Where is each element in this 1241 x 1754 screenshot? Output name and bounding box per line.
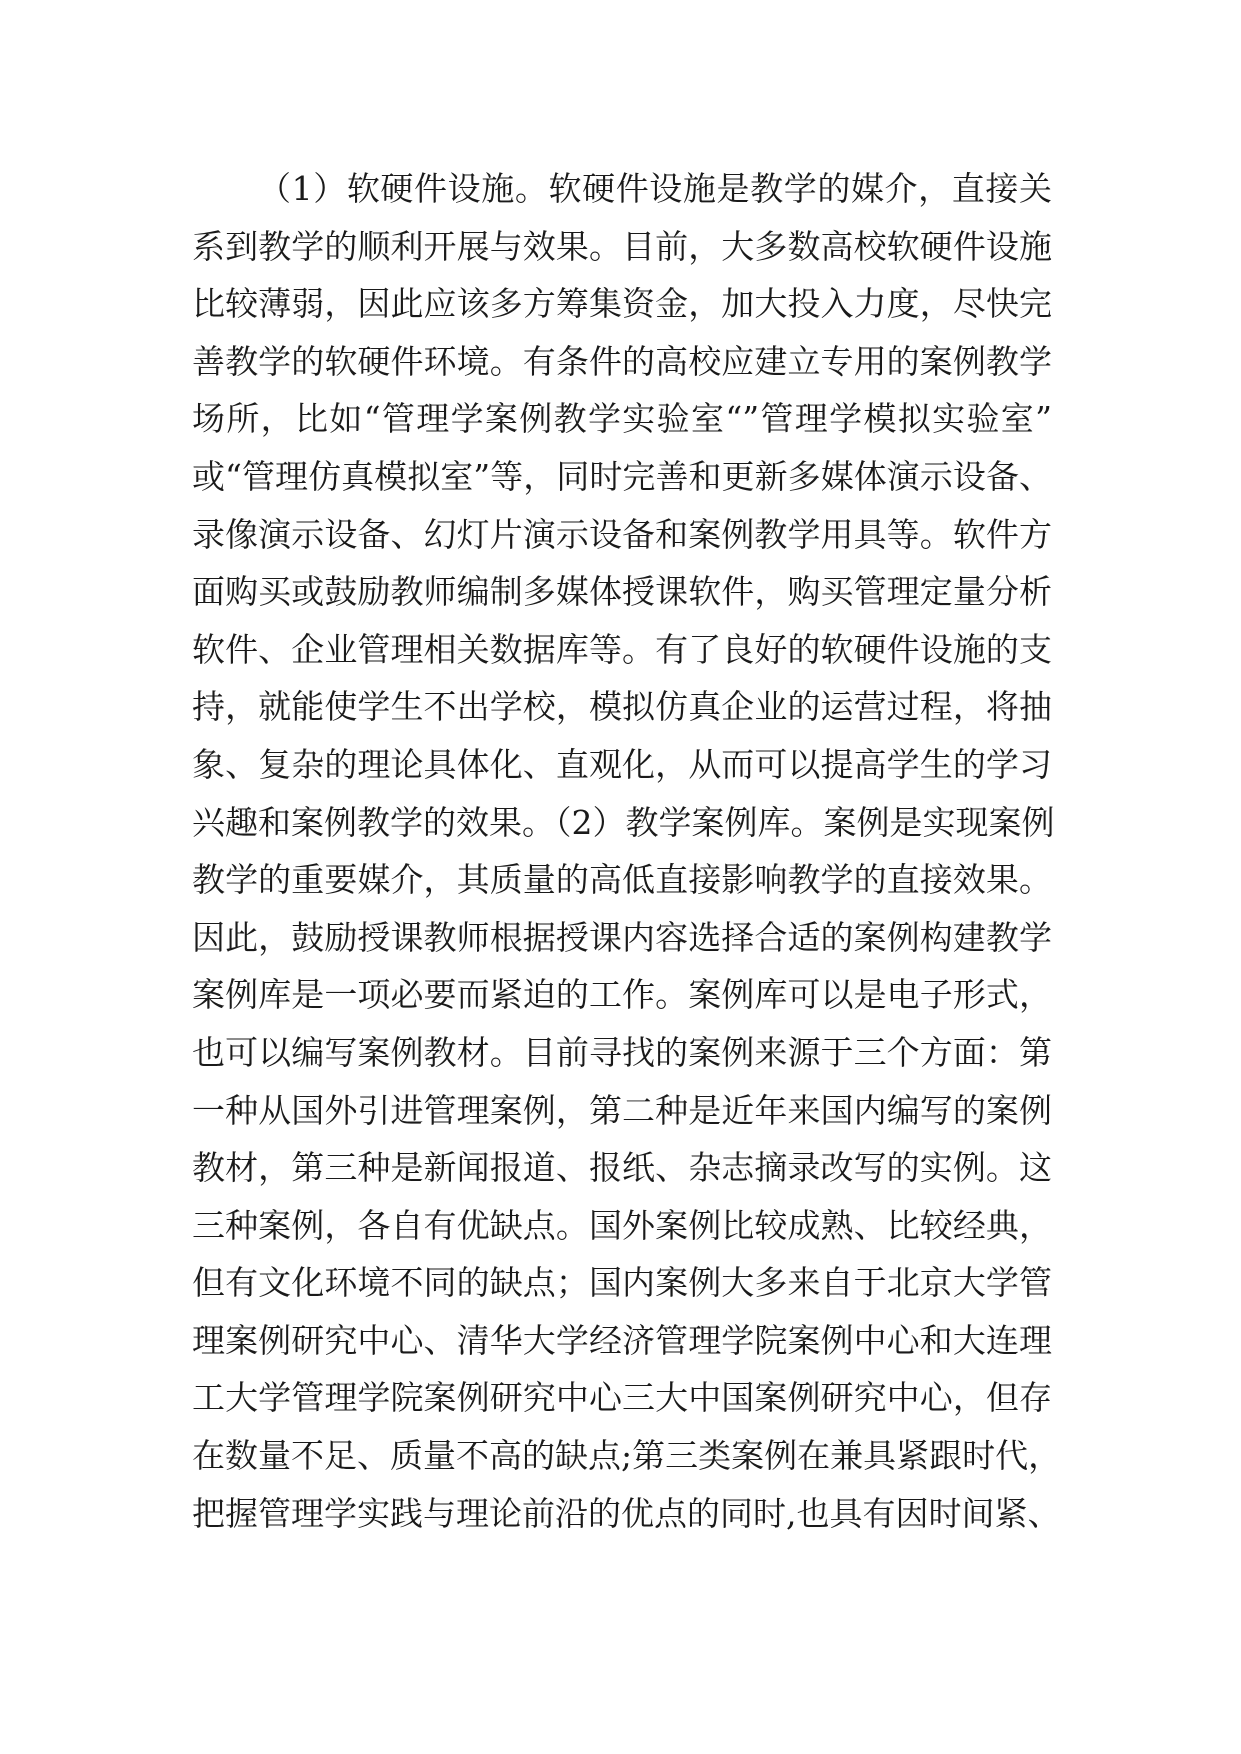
text-line: 教学的重要媒介，其质量的高低直接影响教学的直接效果。: [192, 860, 1052, 900]
text-line: 但有文化环境不同的缺点；国内案例大多来自于北京大学管: [192, 1263, 1052, 1303]
body-text: [192, 160, 1062, 1542]
text-line: 善教学的软硬件环境。有条件的高校应建立专用的案例教学: [192, 341, 1052, 381]
text-line: 比较薄弱，因此应该多方筹集资金，加大投入力度，尽快完: [192, 284, 1052, 324]
text-line: 持，就能使学生不出学校，模拟仿真企业的运营过程，将抽: [192, 687, 1052, 727]
text-line: 面购买或鼓励教师编制多媒体授课软件，购买管理定量分析: [192, 572, 1052, 612]
text-line: 一种从国外引进管理案例，第二种是近年来国内编写的案例: [192, 1090, 1052, 1130]
text-line: 把握管理学实践与理论前沿的优点的同时,也具有因时间紧、: [192, 1493, 1061, 1533]
text-line: 在数量不足、质量不高的缺点;第三类案例在兼具紧跟时代，: [192, 1436, 1062, 1476]
text-line: 理案例研究中心、清华大学经济管理学院案例中心和大连理: [192, 1320, 1052, 1360]
text-line: 或“管理仿真模拟室”等，同时完善和更新多媒体演示设备、: [192, 456, 1052, 496]
text-line: 因此，鼓励授课教师根据授课内容选择合适的案例构建教学: [192, 917, 1052, 957]
text-line: （1）软硬件设施。软硬件设施是教学的媒介，直接关: [258, 169, 1052, 208]
text-line: 案例库是一项必要而紧迫的工作。案例库可以是电子形式，: [192, 975, 1052, 1015]
text-line: 软件、企业管理相关数据库等。有了良好的软硬件设施的支: [192, 629, 1052, 669]
text-line: 象、复杂的理论具体化、直观化，从而可以提高学生的学习: [192, 744, 1052, 784]
text-line: 场所，比如“管理学案例教学实验室“”管理学模拟实验室”: [192, 399, 1052, 439]
text-line: 工大学管理学院案例研究中心三大中国案例研究中心，但存: [192, 1378, 1052, 1418]
text-line: 系到教学的顺利开展与效果。目前，大多数高校软硬件设施: [192, 226, 1052, 266]
text-line: 三种案例，各自有优缺点。国外案例比较成熟、比较经典，: [192, 1205, 1052, 1245]
text-line: 录像演示设备、幻灯片演示设备和案例教学用具等。软件方: [192, 514, 1052, 554]
text-line: 兴趣和案例教学的效果。（2）教学案例库。案例是实现案例: [192, 802, 1055, 842]
text-line: 也可以编写案例教材。目前寻找的案例来源于三个方面：第: [192, 1032, 1052, 1072]
text-line: 教材，第三种是新闻报道、报纸、杂志摘录改写的实例。这: [192, 1148, 1052, 1188]
